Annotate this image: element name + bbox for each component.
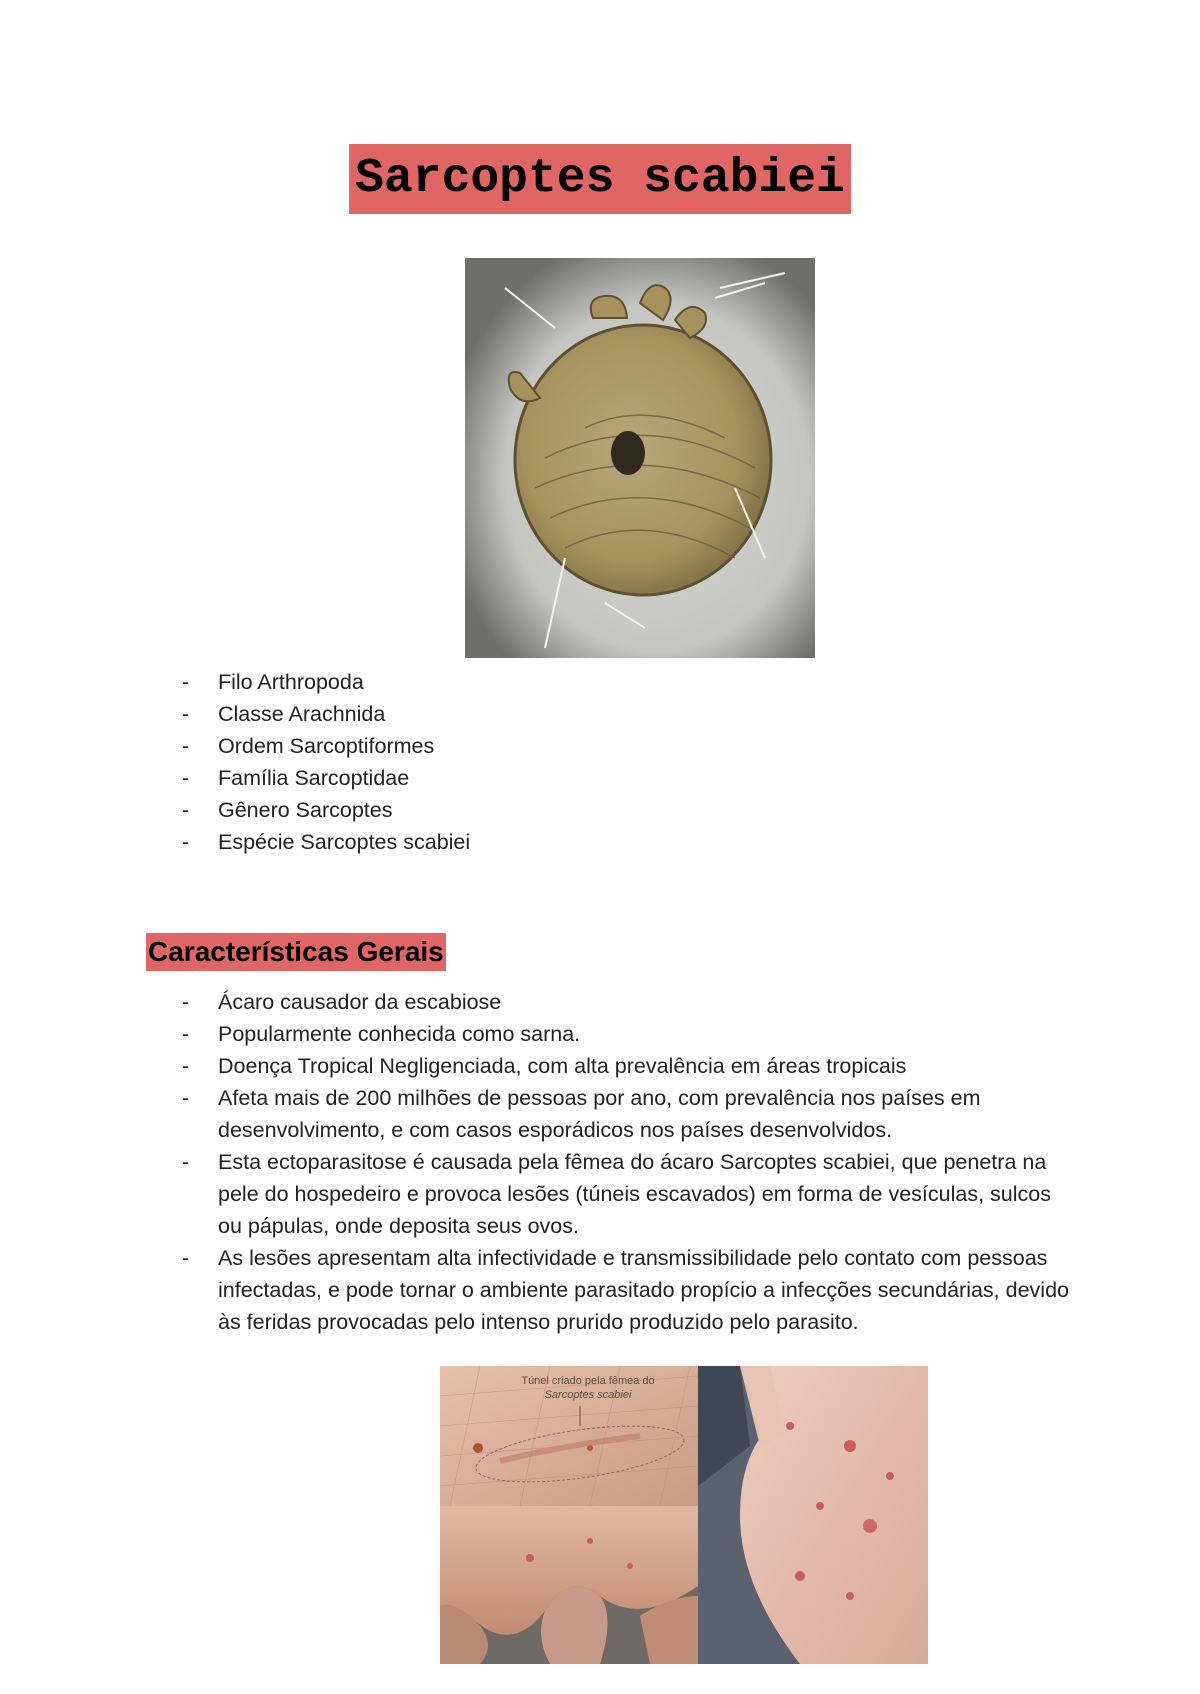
title-container: [0, 144, 1200, 214]
list-item: - Popularmente conhecida como sarna.: [146, 1018, 1076, 1050]
section-heading: Características Gerais: [146, 933, 446, 971]
list-item: - Espécie Sarcoptes scabiei: [146, 826, 1046, 858]
section-heading-container: [146, 933, 446, 971]
mite-micrograph-icon: [465, 258, 815, 658]
features-list: [146, 986, 1076, 1338]
page-title: Sarcoptes scabiei: [349, 144, 851, 214]
skin-lesions-icon: [440, 1366, 928, 1664]
list-item: - Esta ectoparasitose é causada pela fêmea do ácaro Sarcoptes scabiei, que penetra na pele do hospedeiro e provoca lesões (túneis escavados) em forma de vesículas, sulcos ou pápulas, onde deposita seus ovos.: [146, 1146, 1076, 1242]
scabies-lesions-photo: [440, 1366, 928, 1664]
taxonomy-list: [146, 666, 1046, 858]
list-item: - Filo Arthropoda: [146, 666, 1046, 698]
photo-caption-line-1: Túnel criado pela fêmea do: [521, 1375, 655, 1387]
mite-micrograph-image: [465, 258, 815, 658]
list-item: - Doença Tropical Negligenciada, com alta prevalência em áreas tropicais: [146, 1050, 1076, 1082]
list-item: - As lesões apresentam alta infectividade e transmissibilidade pelo contato com pessoas infectadas, e pode tornar o ambiente parasitado propício a infecções secundárias, devido às feridas provocadas pelo intenso prurido produzido pelo parasito.: [146, 1242, 1076, 1338]
list-item: - Classe Arachnida: [146, 698, 1046, 730]
list-item: - Ácaro causador da escabiose: [146, 986, 1076, 1018]
list-item: - Afeta mais de 200 milhões de pessoas por ano, com prevalência nos países em desenvolvimento, e com casos esporádicos nos países desenvolvidos.: [146, 1082, 1076, 1146]
list-item: - Família Sarcoptidae: [146, 762, 1046, 794]
photo-caption-line-2: Sarcoptes scabiei: [544, 1389, 632, 1401]
list-item: - Gênero Sarcoptes: [146, 794, 1046, 826]
list-item: - Ordem Sarcoptiformes: [146, 730, 1046, 762]
